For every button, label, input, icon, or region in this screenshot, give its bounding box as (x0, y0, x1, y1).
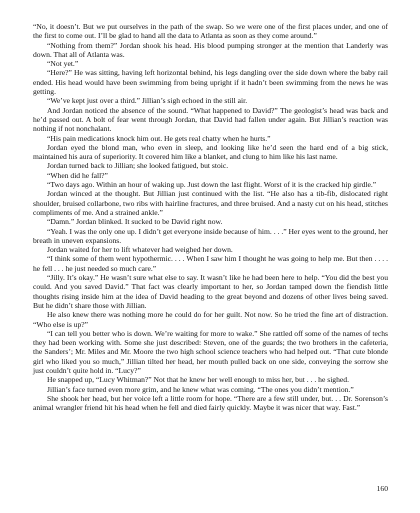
paragraph: “I can tell you better who is down. We’re waiting for more to wake.” She rattled off some of the names of techs they had been working with. Some she just described: Steven, one of the guards; the two brothers in the cafeteria, the Sanders’; Mr. Miles and Mr. Moore the two high school science teachers who had helped out. “That cute blonde girl who liked you so much,” Jillian tilted her head, her mouth pulled back on one side, conveying the sorrow she just couldn’t quite hold in. “Lucy?” (33, 328, 388, 375)
paragraph: “Yeah. I was the only one up. I didn’t get everyone inside because of him. . . .” Her eyes went to the ground, her breath in uneven expansions. (33, 226, 388, 245)
paragraph: Jordan winced at the thought. But Jillian just continued with the list. “He also has a tib-fib, dislocated right shoulder, bruised collarbone, two ribs with hairline fractures, and three bruised. And a nasty cut on his head, stitches compliments of me. And a strained ankle.” (33, 189, 388, 217)
paragraph: He snapped up, “Lucy Whitman?” Not that he knew her well enough to miss her, but . . . he sighed. (47, 375, 349, 385)
paragraph: “I think some of them went hypothermic. . . . When I saw him I thought he was going to help me. But then . . . . he fell . . . he just needed so much care.” (33, 254, 388, 273)
paragraph: “When did he fall?” (47, 170, 108, 180)
paragraph: “Not yet.” (47, 59, 79, 69)
paragraph: “Jilly. It’s okay.” He wasn’t sure what else to say. It wasn’t like he had been here to help. “You did the best you could. And you saved David.” That fact was clearly important to her, so Jordan tamped down the fiendish little thoughts rising inside him at the idea of David heading to the great beyond and dozens of other lives being saved. But he didn’t share those with Jillian. (33, 273, 388, 310)
paragraph: Jordan eyed the blond man, who even in sleep, and looking like he’d seen the hard end of a big stick, maintained his aura of superiority. It covered him like a blanket, and clung to him like his last name. (33, 142, 388, 162)
paragraph: Jordan turned back to Jillian; she looked fatigued, but stoic. (47, 161, 229, 171)
paragraph: He also knew there was nothing more he could do for her guilt. Not now. So he tried the fine art of distraction. “Who else is up?” (33, 310, 388, 329)
paragraph: “Nothing from them?” Jordan shook his head. His blood pumping stronger at the mention that Landerly was down. That all of Atlanta was. (33, 40, 388, 59)
paragraph: “Damn.” Jordan blinked. It sucked to be David right now. (47, 217, 223, 227)
paragraph: And Jordan noticed the absence of the sound. “What happened to David?” The geologist’s head was back and he’d passed out. A bolt of fear went through Jordan, that David had fallen under again. But Jillian’s reaction was nothing if not nonchalant. (33, 105, 388, 134)
paragraph: “Two days ago. Within an hour of waking up. Just down the last flight. Worst of it is the cracked hip girdle.” (47, 180, 377, 190)
paragraph: Jordan waited for her to lift whatever had weighed her down. (47, 245, 233, 255)
page-number: 160 (376, 484, 388, 493)
paragraph: “We’ve kept just over a third.” Jillian’s sigh echoed in the still air. (47, 96, 248, 106)
paragraph: Jillian’s face turned even more grim, and he knew what was coming. “The ones you didn’t mention.” (47, 384, 354, 394)
paragraph: “Here?” He was sitting, having left horizontal behind, his legs dangling over the side down where the baby rail ended. His head would have been swimming from being upright if it hadn’t been swimming from the news he was getting. (33, 68, 388, 97)
paragraph: She shook her head, but her voice left a little room for hope. “There are a few still under, but. . . Dr. Sorenson’s animal wrangler friend hit his head when he fell and died fairly quickly. Maybe it was nicer that way. Fast.” (33, 393, 388, 413)
paragraph: “No, it doesn’t. But we put ourselves in the path of the swap. So we were one of the first places under, and one of the first to come out. I’ll be glad to hand all the data to Atlanta as soon as they come around.” (33, 22, 388, 41)
body-text (33, 22, 388, 412)
paragraph: “His pain medications knock him out. He gets real chatty when he hurts.” (47, 133, 271, 143)
